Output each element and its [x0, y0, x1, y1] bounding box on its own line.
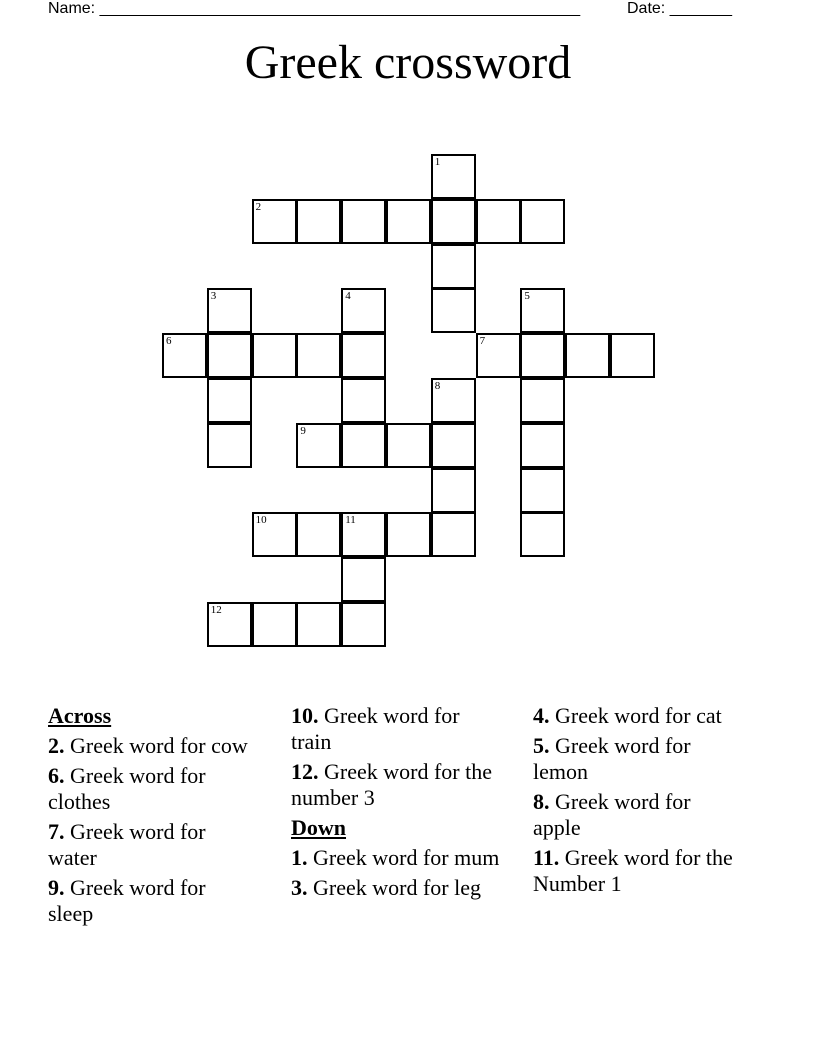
crossword-cell[interactable] — [431, 423, 476, 468]
clue-number: 1. — [291, 845, 308, 870]
crossword-cell[interactable] — [162, 333, 207, 378]
across-heading: Across — [48, 703, 112, 728]
clue-number: 2. — [48, 733, 65, 758]
cell-number: 7 — [479, 335, 486, 348]
clue-text: Greek word for cat — [549, 703, 722, 728]
crossword-cell[interactable] — [476, 333, 521, 378]
crossword-cell[interactable] — [207, 288, 252, 333]
crossword-cell[interactable] — [520, 512, 565, 557]
cell-number: 11 — [345, 514, 356, 527]
crossword-cell[interactable] — [520, 199, 565, 244]
clue-number: 10. — [291, 703, 319, 728]
crossword-cell[interactable] — [610, 333, 655, 378]
crossword-cell[interactable] — [341, 602, 386, 647]
cell-number: 5 — [524, 290, 530, 303]
crossword-cell[interactable] — [296, 423, 341, 468]
crossword-cell[interactable] — [341, 333, 386, 378]
name-field-label: Name: ______________________________________________________ — [48, 0, 581, 17]
crossword-cell[interactable] — [296, 602, 341, 647]
cell-number: 1 — [434, 156, 441, 168]
clue-text: Greek word for train — [291, 703, 460, 754]
clue-text: Greek word for clothes — [48, 763, 206, 814]
clue-number: 3. — [291, 875, 308, 900]
clue-number: 4. — [533, 703, 550, 728]
clue-number: 6. — [48, 763, 65, 788]
crossword-cell[interactable] — [207, 602, 252, 647]
clue-number: 9. — [48, 875, 65, 900]
clue-text: Greek word for cow — [64, 733, 248, 758]
down-heading: Down — [291, 815, 347, 840]
clue-text: Greek word for leg — [307, 875, 481, 900]
clue-number: 8. — [533, 789, 550, 814]
crossword-cell[interactable] — [431, 288, 476, 333]
crossword-cell[interactable] — [341, 378, 386, 423]
clue-text: Greek word for sleep — [48, 875, 206, 926]
clue-across-12 — [291, 759, 501, 811]
clue-text: Greek word for water — [48, 819, 206, 870]
cell-number: 4 — [345, 290, 351, 303]
clue-number: 11. — [533, 845, 560, 870]
crossword-cell[interactable] — [386, 423, 431, 468]
clues-column-3 — [533, 703, 743, 901]
crossword-cell[interactable] — [565, 333, 610, 378]
crossword-cell[interactable] — [520, 288, 565, 333]
crossword-cell[interactable] — [431, 468, 476, 513]
clue-down-8 — [533, 789, 743, 841]
clue-text: Greek word for apple — [533, 789, 691, 840]
clue-text: Greek word for lemon — [533, 733, 691, 784]
crossword-cell[interactable] — [296, 333, 341, 378]
crossword-cell[interactable] — [207, 333, 252, 378]
crossword-cell[interactable] — [296, 512, 341, 557]
cell-number: 12 — [210, 604, 222, 616]
crossword-cell[interactable] — [341, 557, 386, 602]
clues-column-2 — [291, 703, 501, 905]
crossword-cell[interactable] — [341, 512, 386, 557]
crossword-cell[interactable] — [431, 244, 476, 289]
clue-number: 5. — [533, 733, 550, 758]
clue-across-2 — [48, 733, 248, 759]
crossword-cell[interactable] — [520, 333, 565, 378]
crossword-cell[interactable] — [431, 154, 476, 199]
date-field-label: Date: _______ — [627, 0, 732, 17]
crossword-cell[interactable] — [386, 199, 431, 244]
crossword-cell[interactable] — [252, 512, 297, 557]
crossword-cell[interactable] — [520, 468, 565, 513]
clue-text: Greek word for the number 3 — [291, 759, 492, 810]
clue-text: Greek word for mum — [307, 845, 500, 870]
crossword-cell[interactable] — [431, 512, 476, 557]
clue-down-4 — [533, 703, 743, 729]
clue-across-7 — [48, 819, 248, 871]
crossword-cell[interactable] — [431, 199, 476, 244]
clue-down-5 — [533, 733, 743, 785]
clue-across-10 — [291, 703, 501, 755]
crossword-cell[interactable] — [252, 199, 297, 244]
clue-down-1 — [291, 845, 501, 871]
crossword-cell[interactable] — [341, 199, 386, 244]
crossword-cell[interactable] — [296, 199, 341, 244]
clue-down-11 — [533, 845, 743, 897]
crossword-cell[interactable] — [520, 423, 565, 468]
crossword-cell[interactable] — [476, 199, 521, 244]
crossword-cell[interactable] — [520, 378, 565, 423]
cell-number: 10 — [255, 514, 267, 527]
clue-text: Greek word for the Number 1 — [533, 845, 733, 896]
cell-number: 8 — [434, 380, 441, 392]
crossword-cell[interactable] — [252, 602, 297, 647]
clue-number: 12. — [291, 759, 319, 784]
page-title: Greek crossword — [244, 36, 572, 89]
clue-down-3 — [291, 875, 501, 901]
cell-number: 9 — [300, 424, 306, 437]
crossword-cell[interactable] — [386, 512, 431, 557]
clues-column-1 — [48, 703, 248, 931]
crossword-cell[interactable] — [341, 288, 386, 333]
crossword-cell[interactable] — [207, 378, 252, 423]
crossword-cell[interactable] — [207, 423, 252, 468]
cell-number: 3 — [210, 290, 217, 303]
crossword-cell[interactable] — [341, 423, 386, 468]
clue-number: 7. — [48, 819, 65, 844]
crossword-cell[interactable] — [431, 378, 476, 423]
cell-number: 6 — [166, 335, 172, 348]
cell-number: 2 — [255, 200, 262, 213]
clue-across-9 — [48, 875, 248, 927]
crossword-cell[interactable] — [252, 333, 297, 378]
clue-across-6 — [48, 763, 248, 815]
